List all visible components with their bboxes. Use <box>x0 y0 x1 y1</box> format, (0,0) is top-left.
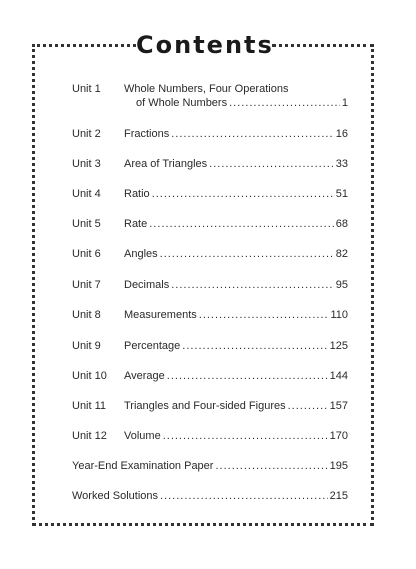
toc-unit-number: Unit 2 <box>72 128 101 140</box>
toc-page-number: 157 <box>329 400 348 412</box>
toc-leader-dots <box>171 278 334 292</box>
toc-unit-number: Unit 12 <box>72 430 107 442</box>
toc-leader-dots <box>209 157 334 171</box>
toc-unit-title: Ratio <box>124 188 150 200</box>
toc-leader-dots <box>149 217 334 231</box>
toc-entry-unit-1[interactable] <box>72 82 348 110</box>
toc-page-number: 33 <box>335 158 348 170</box>
toc-entry-exam-paper[interactable] <box>72 459 348 473</box>
toc-page-number: 170 <box>329 430 348 442</box>
toc-section-title: Year-End Examination Paper <box>72 460 214 472</box>
toc-page-number: 110 <box>330 309 348 321</box>
toc-page-number: 16 <box>335 128 348 140</box>
toc-page-number: 95 <box>335 279 348 291</box>
toc-entry-unit-12[interactable] <box>72 429 348 443</box>
toc-unit-title: Decimals <box>124 279 170 291</box>
toc-entry-unit-2[interactable] <box>72 127 348 141</box>
toc-unit-number: Unit 8 <box>72 309 101 321</box>
toc-entry-unit-3[interactable] <box>72 157 348 171</box>
page-title: Contents <box>136 31 274 59</box>
toc-unit-title: Rate <box>124 218 148 230</box>
toc-unit-title: Average <box>124 370 165 382</box>
toc-leader-dots <box>160 247 334 261</box>
toc-leader-dots <box>182 339 327 353</box>
toc-page-number: 82 <box>335 248 348 260</box>
toc-unit-title: Angles <box>124 248 158 260</box>
toc-page-number: 195 <box>329 460 348 472</box>
toc-leader-dots <box>215 459 327 473</box>
toc-page-number: 144 <box>329 370 348 382</box>
toc-entry-unit-4[interactable] <box>72 187 348 201</box>
toc-unit-title: Measurements <box>124 309 197 321</box>
toc-unit-title: Area of Triangles <box>124 158 208 170</box>
toc-leader-dots <box>199 308 329 322</box>
toc-entry-unit-9[interactable] <box>72 339 348 353</box>
toc-entry-unit-6[interactable] <box>72 247 348 261</box>
toc-unit-title: Triangles and Four-sided Figures <box>124 400 286 412</box>
toc-section-title: Worked Solutions <box>72 490 159 502</box>
toc-leader-dots <box>167 369 328 383</box>
toc-entry-worked-solutions[interactable] <box>72 489 348 503</box>
toc-unit-number: Unit 1 <box>72 83 101 95</box>
toc-unit-title: Percentage <box>124 340 181 352</box>
toc-unit-title: Volume <box>124 430 161 442</box>
toc-unit-number: Unit 7 <box>72 279 101 291</box>
toc-unit-number: Unit 6 <box>72 248 101 260</box>
toc-unit-number: Unit 10 <box>72 370 107 382</box>
toc-page-number: 215 <box>329 490 348 502</box>
toc-leader-dots <box>163 429 328 443</box>
toc-unit-number: Unit 5 <box>72 218 101 230</box>
toc-unit-number: Unit 3 <box>72 158 101 170</box>
toc-unit-number: Unit 9 <box>72 340 101 352</box>
toc-page-number: 125 <box>329 340 348 352</box>
toc-leader-dots <box>152 187 334 201</box>
toc-entry-unit-5[interactable] <box>72 217 348 231</box>
toc-unit-title: Fractions <box>124 128 170 140</box>
toc-entry-unit-7[interactable] <box>72 278 348 292</box>
toc-entry-unit-10[interactable] <box>72 369 348 383</box>
toc-entry-unit-8[interactable] <box>72 308 348 322</box>
toc-unit-number: Unit 4 <box>72 188 101 200</box>
toc-leader-dots <box>160 489 328 503</box>
toc-page-number: 68 <box>335 218 348 230</box>
toc-unit-number: Unit 11 <box>72 400 107 412</box>
toc-leader-dots <box>171 127 334 141</box>
toc-unit-title: of Whole Numbers <box>136 97 228 109</box>
toc-leader-dots <box>229 96 340 110</box>
toc-leader-dots <box>288 399 328 413</box>
toc-entry-unit-11[interactable] <box>72 399 348 413</box>
toc-unit-title-line1: Whole Numbers, Four Operations <box>124 83 289 95</box>
toc-page-number: 1 <box>341 97 348 109</box>
toc-page-number: 51 <box>335 188 348 200</box>
